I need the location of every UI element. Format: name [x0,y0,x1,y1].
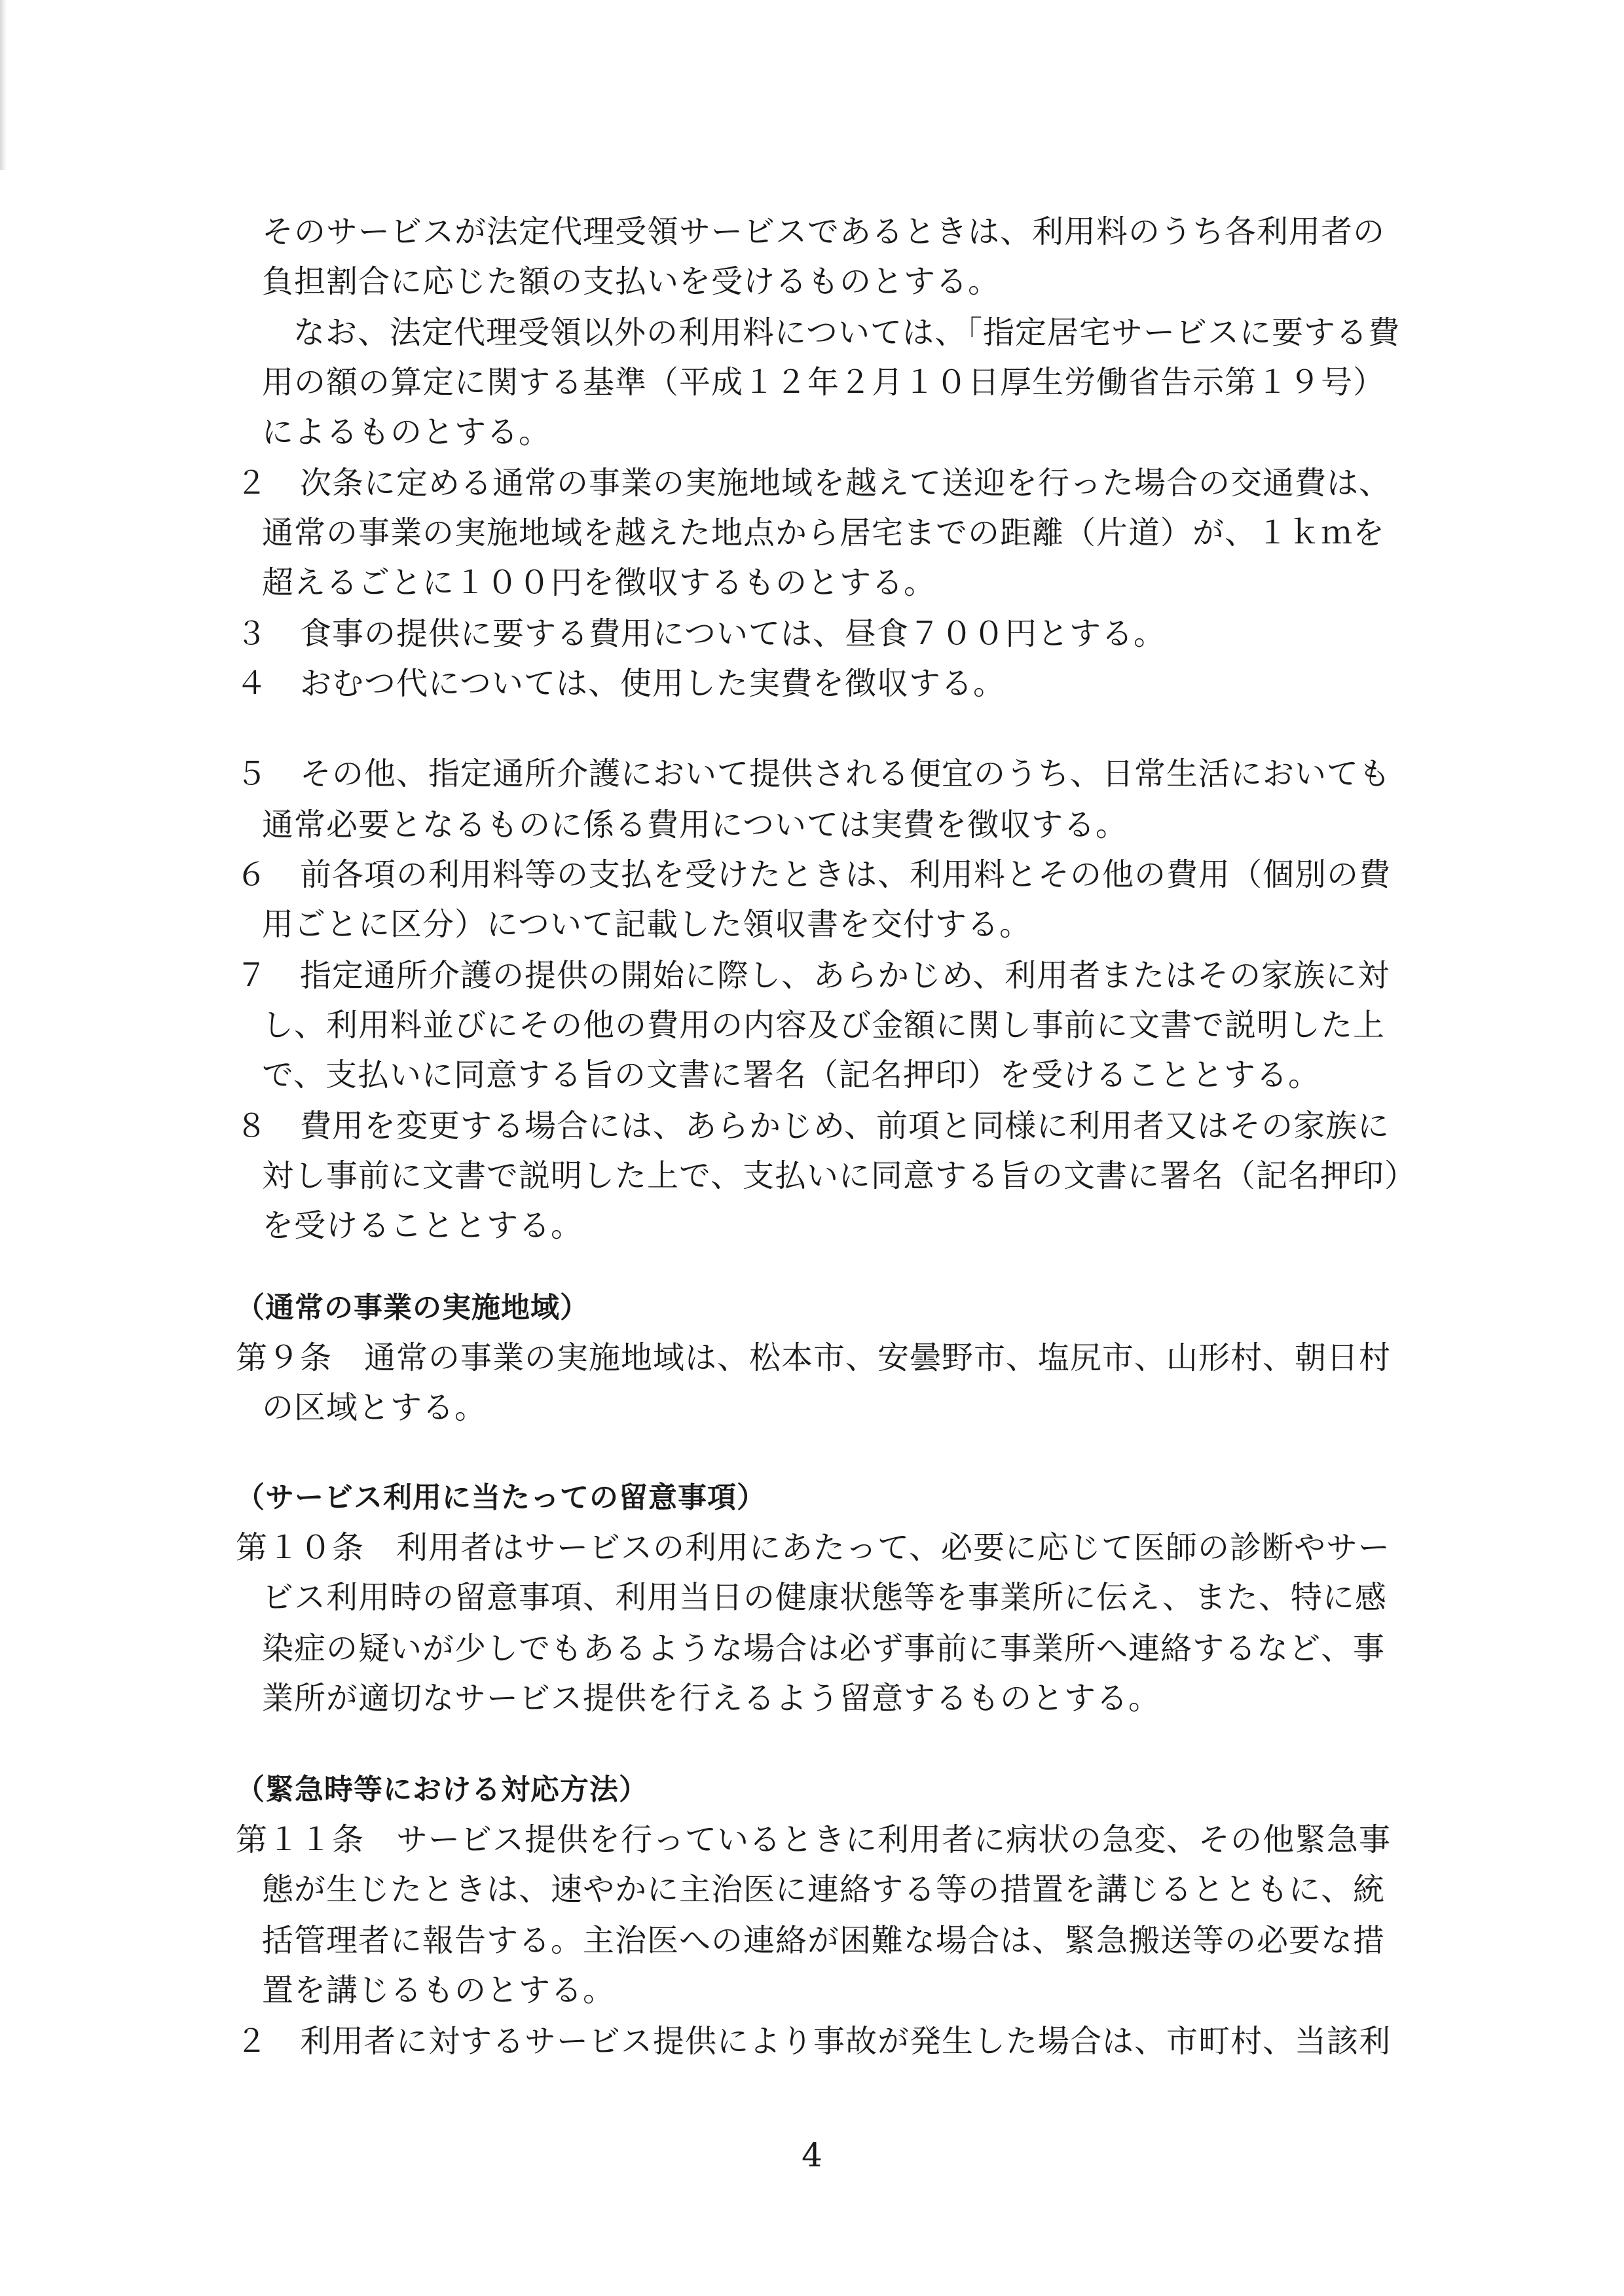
text-line: し、利用料並びにその他の費用の内容及び金額に関し事前に文書で説明した上 [262,1007,1386,1044]
text-line: ２ 利用者に対するサービス提供により事故が発生した場合は、市町村、当該利 [236,2023,1392,2060]
text-line: ６ 前各項の利用料等の支払を受けたときは、利用料とその他の費用（個別の費 [236,856,1392,893]
page-number: 4 [802,2136,822,2174]
text-line: そのサービスが法定代理受領サービスであるときは、利用料のうち各利用者の [262,213,1386,250]
text-line: なお、法定代理受領以外の利用料については、「指定居宅サービスに要する費 [293,314,1401,351]
text-line: 通常の事業の実施地域を越えた地点から居宅までの距離（片道）が、１ｋｍを [262,515,1386,551]
text-line: 業所が適切なサービス提供を行えるよう留意するものとする。 [262,1680,1161,1717]
text-line: 通常必要となるものに係る費用については実費を徴収する。 [262,807,1128,843]
text-line: ５ その他、指定通所介護において提供される便宜のうち、日常生活においても [236,756,1392,792]
section-heading: （緊急時等における対応方法） [236,1773,648,1806]
text-line: 第９条 通常の事業の実施地域は、松本市、安曇野市、塩尻市、山形村、朝日村 [236,1339,1392,1376]
section-heading: （サービス利用に当たっての留意事項） [236,1481,766,1514]
text-line: ３ 食事の提供に要する費用については、昼食７００円とする。 [236,615,1166,652]
text-line: で、支払いに同意する旨の文書に署名（記名押印）を受けることとする。 [262,1057,1321,1093]
text-line: 括管理者に報告する。主治医への連絡が困難な場合は、緊急搬送等の必要な措 [262,1922,1386,1959]
text-line: 染症の疑いが少しでもあるような場合は必ず事前に事業所へ連絡するなど、事 [262,1630,1386,1667]
text-line: 負担割合に応じた額の支払いを受けるものとする。 [262,263,1001,300]
text-line: 置を講じるものとする。 [262,1972,616,2009]
text-line: 対し事前に文書で説明した上で、支払いに同意する旨の文書に署名（記名押印） [262,1157,1417,1194]
text-line: によるものとする。 [262,414,551,450]
text-line: 態が生じたときは、速やかに主治医に連絡する等の措置を講じるとともに、統 [262,1871,1386,1908]
text-line: 用の額の算定に関する基準（平成１２年２月１０日厚生労働省告示第１９号） [262,364,1386,401]
text-line: 用ごとに区分）について記載した領収書を交付する。 [262,906,1032,943]
text-line: ８ 費用を変更する場合には、あらかじめ、前項と同様に利用者又はその家族に [236,1108,1390,1144]
text-line: ビス利用時の留意事項、利用当日の健康状態等を事業所に伝え、また、特に感 [262,1579,1387,1616]
scan-edge-shadow [0,0,7,170]
text-line: ７ 指定通所介護の提供の開始に際し、あらかじめ、利用者またはその家族に対 [236,957,1390,994]
text-line: 第１０条 利用者はサービスの利用にあたって、必要に応じて医師の診断やサー [236,1529,1391,1566]
text-line: を受けることとする。 [262,1207,583,1244]
text-line: ２ 次条に定める通常の事業の実施地域を越えて送迎を行った場合の交通費は、 [236,465,1392,501]
text-line: ４ おむつ代については、使用した実費を徴収する。 [236,665,1006,702]
text-line: の区域とする。 [262,1389,487,1426]
text-line: 第１１条 サービス提供を行っているときに利用者に病状の急変、その他緊急事 [236,1821,1392,1858]
text-line: 超えるごとに１００円を徴収するものとする。 [262,564,936,601]
section-heading: （通常の事業の実施地域） [236,1291,589,1324]
